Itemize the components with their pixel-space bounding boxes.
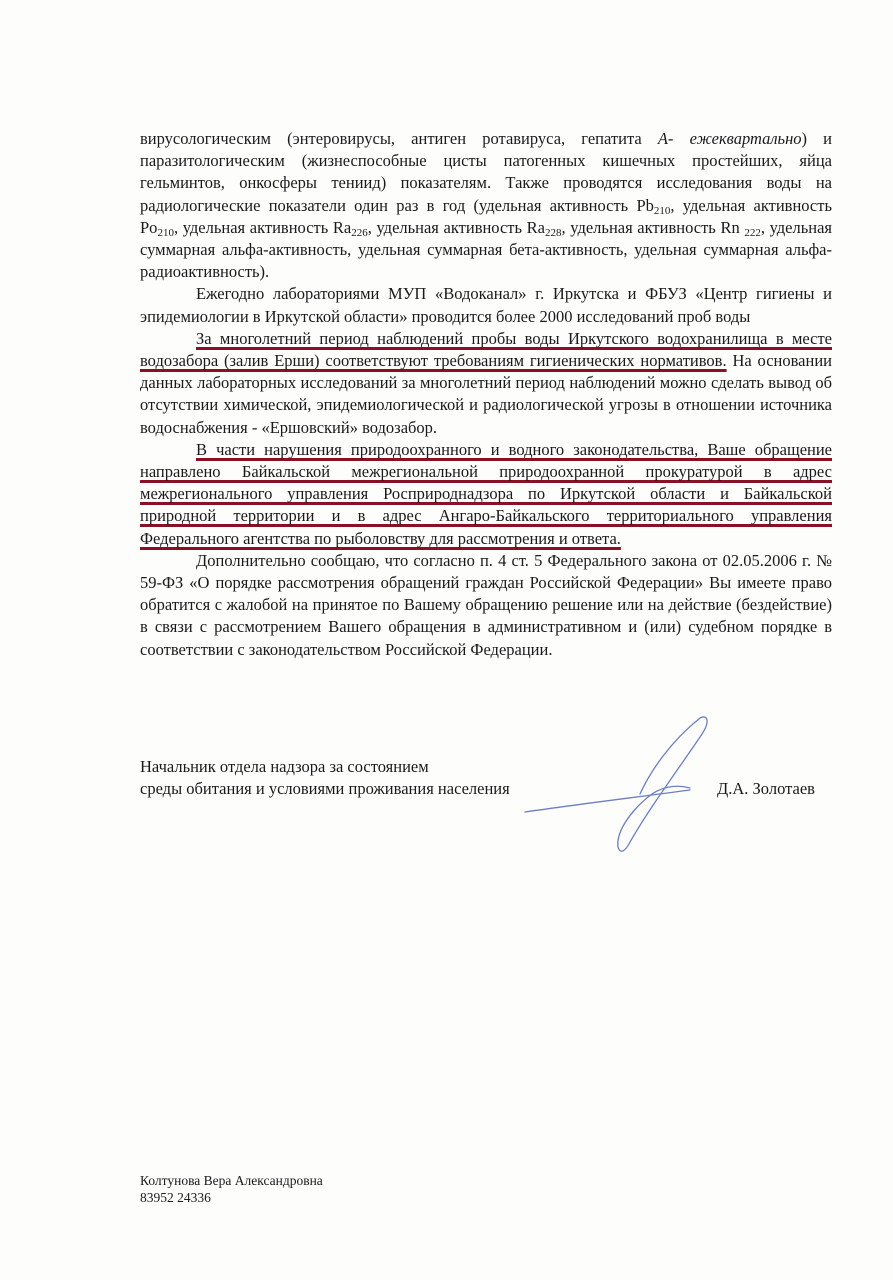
underlined-referral: В части нарушения природоохранного и водного законодательства, Ваше обращение направлено Байкальской межрегиональной природоохранной прокуратурой в адрес межрегионального управления Росприроднадзора по Иркутской области и Байкальской природной территории и в адрес Ангаро-Байкальского территориального управления Федерального агентства по рыболовству для рассмотрения и ответа. — [140, 439, 832, 548]
handwritten-signature — [520, 712, 720, 862]
underlined-statement: За многолетний период наблюдений пробы воды Иркутского водохранилища в месте водозабора (залив Ерши) соответствуют требованиям гигиенических нормативов. — [140, 328, 832, 371]
executor-phone: 83952 24336 — [140, 1190, 211, 1205]
paragraph-laboratories: Ежегодно лабораториями МУП «Водоканал» г. Иркутска и ФБУЗ «Центр гигиены и эпидемиологии в Иркутской области» проводится более 2000 исследований проб воды — [140, 284, 832, 326]
italic-note: А- ежеквартально — [657, 129, 802, 148]
paragraph-appeal-rights: Дополнительно сообщаю, что согласно п. 4 ст. 5 Федерального закона от 02.05.2006 г. № 59-ФЗ «О порядке рассмотрения обращений граждан Российской Федерации» Вы имеете право обратится с жалобой на принятое по Вашему обращению решение или на действие (бездействие) в связи с рассмотрением Вашего обращения в административном и (или) судебном порядке в соответствии с законодательством Российской Федерации. — [140, 550, 832, 659]
signatory-title-line-2: среды обитания и условиями проживания населения — [140, 779, 510, 798]
signatory-title — [140, 756, 510, 800]
paragraph-water-quality: За многолетний период наблюдений пробы воды Иркутского водохранилища в месте водозабора (залив Ерши) соответствуют требованиям гигиенических нормативов. На основании данных лабораторных исследований за многолетний период наблюдений можно сделать вывод об отсутствии химической, эпидемиологической и радиологической угрозы в отношении источника водоснабжения - «Ершовский» водозабор. — [140, 328, 832, 437]
signatory-title-line-1: Начальник отдела надзора за состоянием — [140, 757, 429, 776]
signatory-name: Д.А. Золотаев — [717, 779, 815, 798]
executor-name: Колтунова Вера Александровна — [140, 1173, 323, 1188]
executor-info — [140, 1172, 323, 1206]
paragraph-indicators: вирусологическим (энтеровирусы, антиген ротавируса, гепатита А- ежеквартально) и паразитологическим (жизнеспособные цисты патогенных кишечных простейших, яйца гельминтов, онкосферы тениид) показателям. Также проводятся исследования воды на радиологические показатели один раз в год (удельная активность $Pb_{210}$, удельная активность $Po_{210}$, удельная активность $Ra_{226}$, удельная активность $Ra_{228}$, удельная активность Rn $_{222}$, удельная суммарная альфа-активность, удельная суммарная бета-активность, удельная суммарная альфа-радиоактивность). — [140, 129, 833, 282]
paragraph-referral — [140, 439, 832, 550]
letter-body — [140, 128, 832, 661]
